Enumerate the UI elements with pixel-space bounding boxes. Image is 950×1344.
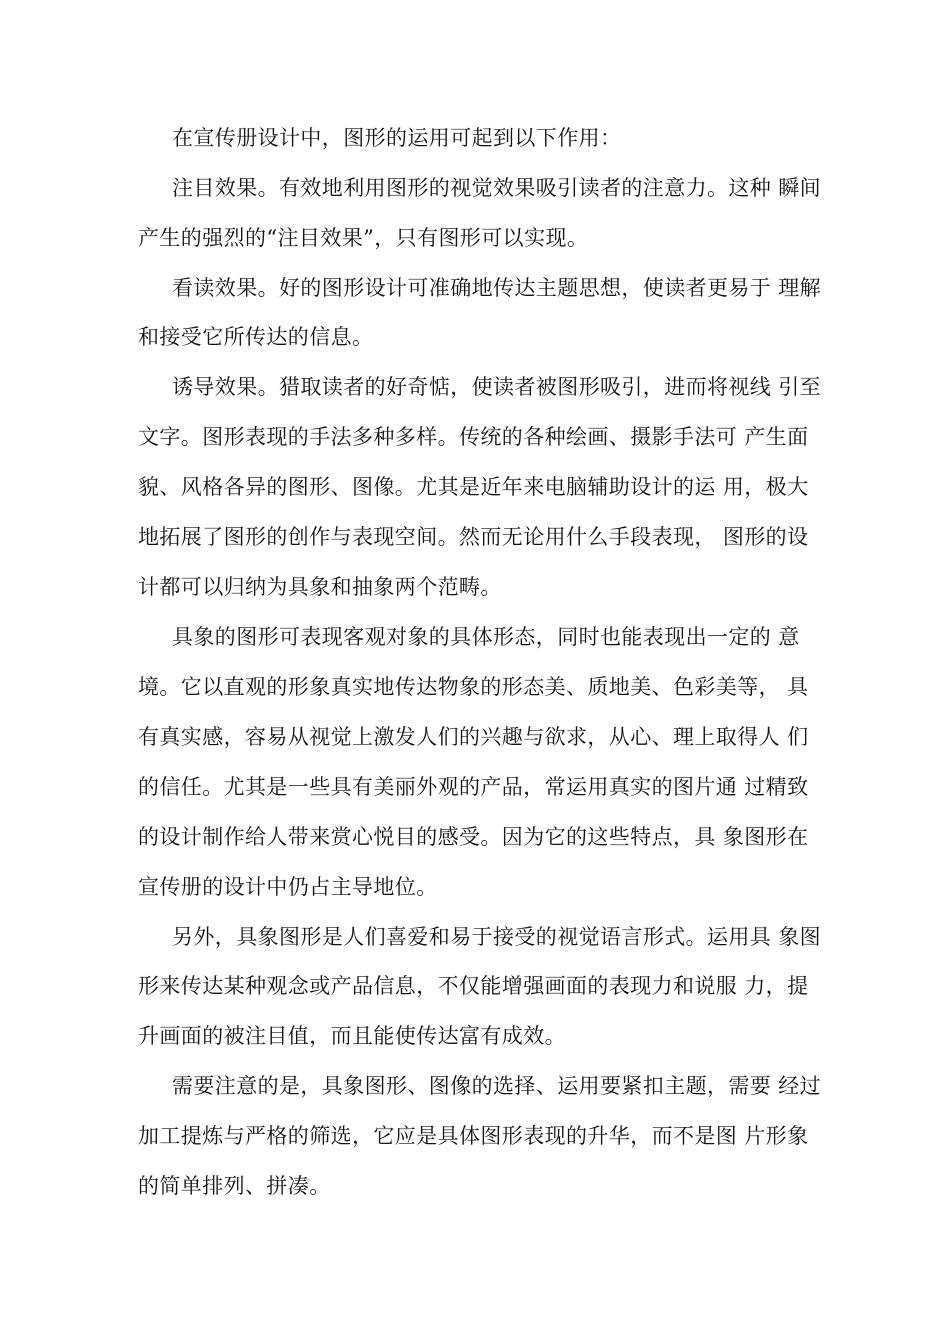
paragraph-3-line-2: 和接受它所传达的信息。 (138, 325, 374, 349)
paragraph-5-line-2: 境。它以直观的形象真实地传达物象的形态美、质地美、色彩美等， 具 (138, 675, 809, 699)
paragraph-6-line-3: 升画面的被注目值，而且能使传达富有成效。 (138, 1024, 566, 1048)
paragraph-4-line-4: 地拓展了图形的创作与表现空间。然而无论用什么手段表现， 图形的设 (138, 525, 809, 549)
paragraph-5-line-4: 的信任。尤其是一些具有美丽外观的产品，常运用真实的图片通 过精致 (138, 775, 809, 799)
paragraph-1-line-1: 在宣传册设计中，图形的运用可起到以下作用： (172, 126, 622, 150)
paragraph-5-line-5: 的设计制作给人带来赏心悦目的感受。因为它的这些特点，具 象图形在 (138, 825, 809, 849)
paragraph-4-line-3: 貌、风格各异的图形、图像。尤其是近年来电脑辅助设计的运 用，极大 (138, 475, 809, 499)
paragraph-7-line-2: 加工提炼与严格的筛选，它应是具体图形表现的升华，而不是图 片形象 (138, 1124, 809, 1148)
paragraph-7-line-1: 需要注意的是，具象图形、图像的选择、运用要紧扣主题，需要 经过 (172, 1074, 822, 1098)
paragraph-7-line-3: 的简单排列、拼凑。 (138, 1174, 331, 1198)
paragraph-4-line-5: 计都可以归纳为具象和抽象两个范畴。 (138, 575, 502, 599)
paragraph-4-line-1: 诱导效果。猎取读者的好奇惦，使读者被图形吸引，进而将视线 引至 (172, 375, 822, 399)
paragraph-2-line-2: 产生的强烈的“注目效果”，只有图形可以实现。 (138, 226, 589, 250)
paragraph-5-line-1: 具象的图形可表现客观对象的具体形态，同时也能表现出一定的 意 (172, 625, 800, 649)
paragraph-5-line-6: 宣传册的设计中仍占主导地位。 (138, 875, 438, 899)
paragraph-2-line-1: 注目效果。有效地利用图形的视觉效果吸引读者的注意力。这种 瞬间 (172, 176, 822, 200)
paragraph-4-line-2: 文字。图形表现的手法多种多样。传统的各种绘画、摄影手法可 产生面 (138, 425, 809, 449)
paragraph-6-line-2: 形来传达某种观念或产品信息，不仅能增强画面的表现力和说服 力，提 (138, 974, 809, 998)
paragraph-3-line-1: 看读效果。好的图形设计可准确地传达主题思想，使读者更易于 理解 (172, 276, 822, 300)
paragraph-5-line-3: 有真实感，容易从视觉上激发人们的兴趣与欲求，从心、理上取得人 们 (138, 725, 809, 749)
paragraph-6-line-1: 另外，具象图形是人们喜爱和易于接受的视觉语言形式。运用具 象图 (172, 925, 822, 949)
